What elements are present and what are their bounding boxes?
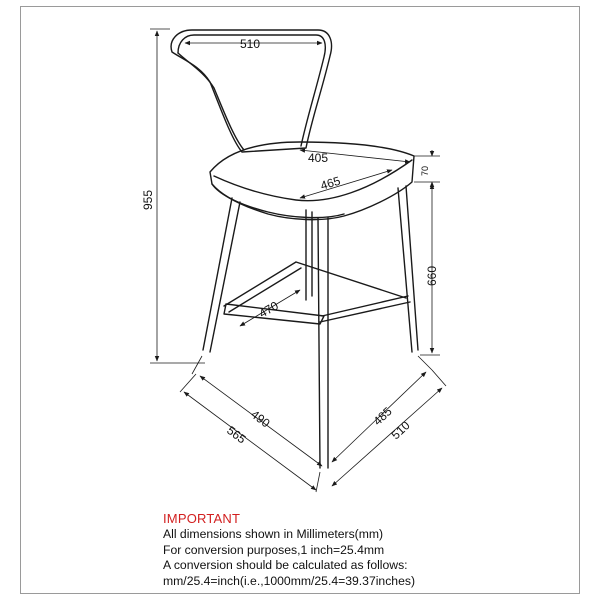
dim-label-overall-width: 565	[224, 423, 249, 447]
dim-label-seat-width: 465	[318, 173, 343, 193]
dim-label-footrest: 470	[256, 298, 281, 321]
dim-line-overall-width	[184, 392, 316, 490]
footrest	[224, 262, 410, 324]
leg-back-right	[398, 186, 418, 352]
note-line-formula: mm/25.4=inch(i.e.,1000mm/25.4=39.37inches)	[163, 574, 416, 589]
note-line-conversion: For conversion purposes,1 inch=25.4mm	[163, 542, 385, 557]
dim-line-seat-width	[300, 170, 392, 198]
dim-label-total-height: 955	[141, 189, 155, 210]
seat-piping	[214, 160, 412, 201]
leg-front-right	[318, 218, 328, 468]
backrest-piping	[178, 35, 325, 146]
conversion-notes	[163, 511, 563, 590]
dim-label-base-depth: 485	[370, 404, 395, 429]
leg-front-left	[203, 198, 240, 352]
dim-label-base-front: 490	[248, 407, 273, 431]
dim-label-seat-depth: 405	[308, 151, 329, 165]
leg-back-left	[306, 210, 312, 300]
note-line-calculation: A conversion should be calculated as follows:	[163, 558, 408, 573]
dim-line-overall-depth	[332, 388, 442, 486]
dim-label-seat-height: 660	[425, 265, 439, 286]
dim-label-overall-depth: 510	[388, 418, 413, 443]
note-line-units: All dimensions shown in Millimeters(mm)	[163, 526, 384, 541]
stool-outline	[171, 30, 418, 468]
important-heading: IMPORTANT	[163, 511, 241, 526]
dim-label-back-width: 510	[240, 37, 261, 51]
dim-label-seat-thickness: 70	[420, 165, 430, 176]
